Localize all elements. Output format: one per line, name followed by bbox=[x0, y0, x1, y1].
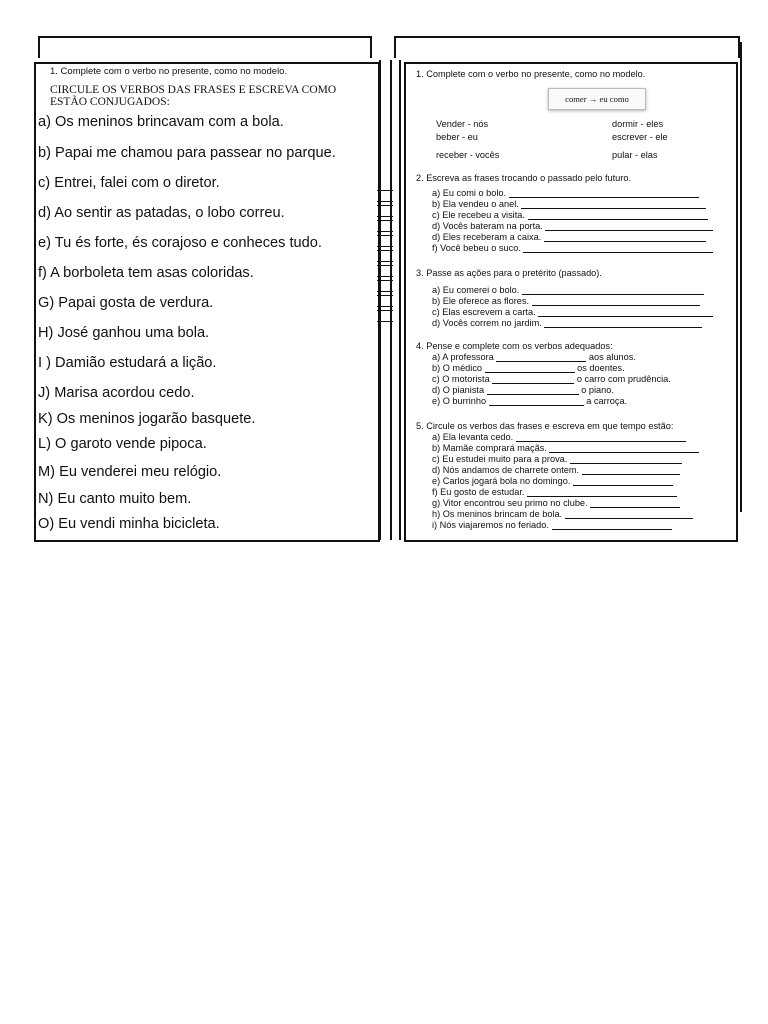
verb-pair: receber - vocês bbox=[436, 150, 500, 160]
exercise-item: d) Vocês bateram na porta. bbox=[432, 221, 713, 231]
exercise-item: g) Vitor encontrou seu primo no clube. bbox=[432, 498, 680, 508]
divider-bar bbox=[399, 60, 401, 540]
exercise-item: e) Carlos jogará bola no domingo. bbox=[432, 476, 673, 486]
exercise-item: f) Eu gosto de estudar. bbox=[432, 487, 677, 497]
left-instruction: CIRCULE OS VERBOS DAS FRASES E ESCREVA COMO ESTÃO CONJUGADOS: bbox=[50, 84, 337, 108]
exercise-item: a) Eu comi o bolo. bbox=[432, 188, 699, 198]
left-topline: 1. Complete com o verbo no presente, como no modelo. bbox=[50, 66, 288, 77]
verb-pair: escrever - ele bbox=[612, 132, 668, 142]
exercise-item: h) Os meninos brincam de bola. bbox=[432, 509, 693, 519]
sentence-item: I ) Damião estudará a lição. bbox=[38, 355, 217, 371]
sentence-item: a) Os meninos brincavam com a bola. bbox=[38, 114, 284, 130]
exercise-item: b) Mamãe comprará maçãs. bbox=[432, 443, 699, 453]
model-box: comer → eu como bbox=[548, 88, 646, 110]
exercise-item: f) Você bebeu o suco. bbox=[432, 243, 713, 253]
sentence-item: G) Papai gosta de verdura. bbox=[38, 295, 214, 311]
left-worksheet bbox=[34, 62, 380, 542]
sheet-frame-back-left bbox=[38, 36, 372, 58]
verb-pair: Vender - nós bbox=[436, 119, 489, 129]
sentence-item: f) A borboleta tem asas coloridas. bbox=[38, 265, 254, 281]
question-2-title: 2. Escreva as frases trocando o passado pelo futuro. bbox=[416, 173, 632, 183]
exercise-item: a) A professora aos alunos. bbox=[432, 352, 636, 362]
exercise-item: i) Nós viajaremos no feriado. bbox=[432, 520, 672, 530]
exercise-item: c) Elas escrevem a carta. bbox=[432, 307, 713, 317]
side-ticks bbox=[377, 190, 393, 325]
sentence-item: J) Marisa acordou cedo. bbox=[38, 385, 195, 401]
exercise-item: b) Ela vendeu o anel. bbox=[432, 199, 706, 209]
exercise-item: d) Nós andamos de charrete ontem. bbox=[432, 465, 680, 475]
exercise-item: d) Vocês correm no jardim. bbox=[432, 318, 702, 328]
verb-pair: beber - eu bbox=[436, 132, 478, 142]
sentence-item: M) Eu venderei meu relógio. bbox=[38, 464, 222, 480]
exercise-item: d) O pianista o piano. bbox=[432, 385, 614, 395]
verb-pair: dormir - eles bbox=[612, 119, 664, 129]
verb-pair: pular - elas bbox=[612, 150, 658, 160]
sentence-item: L) O garoto vende pipoca. bbox=[38, 436, 207, 452]
sentence-item: c) Entrei, falei com o diretor. bbox=[38, 175, 220, 191]
sentence-item: H) José ganhou uma bola. bbox=[38, 325, 210, 341]
exercise-item: a) Eu comerei o bolo. bbox=[432, 285, 704, 295]
question-4-title: 4. Pense e complete com os verbos adequados: bbox=[416, 341, 613, 351]
exercise-item: c) Eu estudei muito para a prova. bbox=[432, 454, 682, 464]
sentence-item: b) Papai me chamou para passear no parque. bbox=[38, 145, 336, 161]
exercise-item: a) Ela levanta cedo. bbox=[432, 432, 686, 442]
exercise-item: c) Ele recebeu a visita. bbox=[432, 210, 708, 220]
exercise-item: e) O burrinho a carroça. bbox=[432, 396, 628, 406]
exercise-item: b) Ele oferece as flores. bbox=[432, 296, 700, 306]
question-5-title: 5. Circule os verbos das frases e escreva em que tempo estão: bbox=[416, 421, 674, 431]
question-1-title: 1. Complete com o verbo no presente, como no modelo. bbox=[416, 69, 646, 79]
sheet-frame-back-right bbox=[394, 36, 740, 58]
sentence-item: e) Tu és forte, és corajoso e conheces tudo. bbox=[38, 235, 322, 251]
sentence-item: K) Os meninos jogarão basquete. bbox=[38, 411, 256, 427]
sheet-frame-edge bbox=[740, 42, 745, 512]
right-worksheet bbox=[404, 62, 738, 542]
question-3-title: 3. Passe as ações para o pretérito (passado). bbox=[416, 268, 602, 278]
sentence-item: N) Eu canto muito bem. bbox=[38, 491, 192, 507]
exercise-item: d) Eles receberam a caixa. bbox=[432, 232, 706, 242]
exercise-item: b) O médico os doentes. bbox=[432, 363, 625, 373]
sentence-item: O) Eu vendi minha bicicleta. bbox=[38, 516, 220, 532]
sentence-item: d) Ao sentir as patadas, o lobo correu. bbox=[38, 205, 285, 221]
exercise-item: c) O motorista o carro com prudência. bbox=[432, 374, 671, 384]
